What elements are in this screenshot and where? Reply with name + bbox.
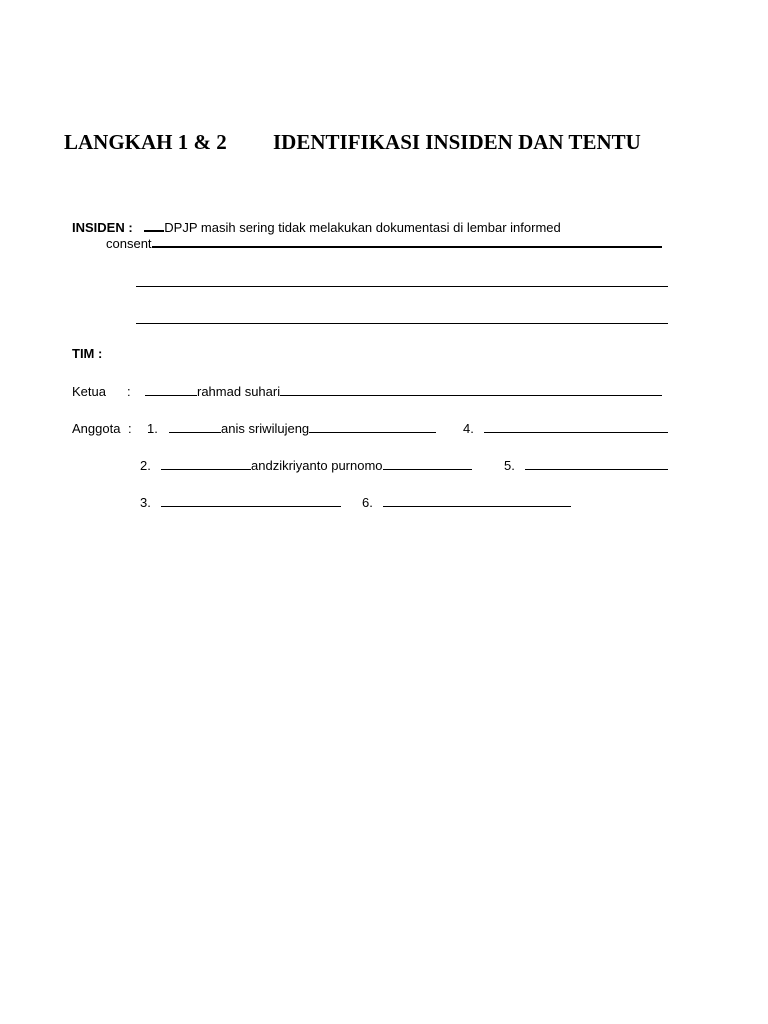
member-6	[362, 494, 571, 510]
ketua-name: rahmad suhari	[197, 384, 281, 399]
insiden-blank-line-3	[136, 323, 668, 324]
member-2-blank-tail	[383, 457, 472, 470]
ketua-line	[72, 383, 662, 399]
member-1-blank-tail	[309, 420, 436, 433]
anggota-label: Anggota	[72, 421, 121, 436]
member-4-blank	[484, 420, 668, 433]
page-title	[64, 130, 641, 155]
ketua-blank-tail	[280, 383, 662, 396]
ketua-separator: :	[127, 384, 131, 399]
member-2-blank-lead	[161, 457, 251, 470]
member-6-number: 6.	[362, 495, 373, 510]
insiden-line-1	[72, 218, 561, 235]
insiden-text-2: consent	[106, 236, 152, 251]
member-4-number: 4.	[463, 421, 474, 436]
insiden-blank-lead	[144, 218, 164, 232]
insiden-text-1: DPJP masih sering tidak melakukan dokumentasi di lembar informed	[164, 220, 561, 235]
insiden-blank-line-2	[136, 286, 668, 287]
member-3	[140, 494, 341, 510]
member-1-number: 1.	[147, 421, 158, 436]
anggota-separator: :	[128, 421, 132, 436]
ketua-label: Ketua	[72, 384, 106, 399]
member-3-number: 3.	[140, 495, 151, 510]
ketua-blank-lead	[145, 383, 197, 396]
member-5-number: 5.	[504, 458, 515, 473]
member-5-blank	[525, 457, 668, 470]
member-4	[463, 420, 668, 436]
member-2-number: 2.	[140, 458, 151, 473]
member-2-name: andzikriyanto purnomo	[251, 458, 383, 473]
tim-label: TIM :	[72, 346, 103, 361]
step-label: LANGKAH 1 & 2	[64, 130, 227, 154]
insiden-label: INSIDEN :	[72, 220, 133, 235]
heading-text: IDENTIFIKASI INSIDEN DAN TENTU	[273, 130, 641, 154]
member-2	[140, 457, 472, 473]
member-1-name: anis sriwilujeng	[221, 421, 310, 436]
member-3-blank	[161, 494, 341, 507]
insiden-blank-tail	[152, 234, 662, 248]
anggota-line-1	[72, 420, 436, 436]
insiden-line-2	[106, 234, 662, 251]
member-1-blank-lead	[169, 420, 221, 433]
member-6-blank	[383, 494, 571, 507]
member-5	[504, 457, 668, 473]
